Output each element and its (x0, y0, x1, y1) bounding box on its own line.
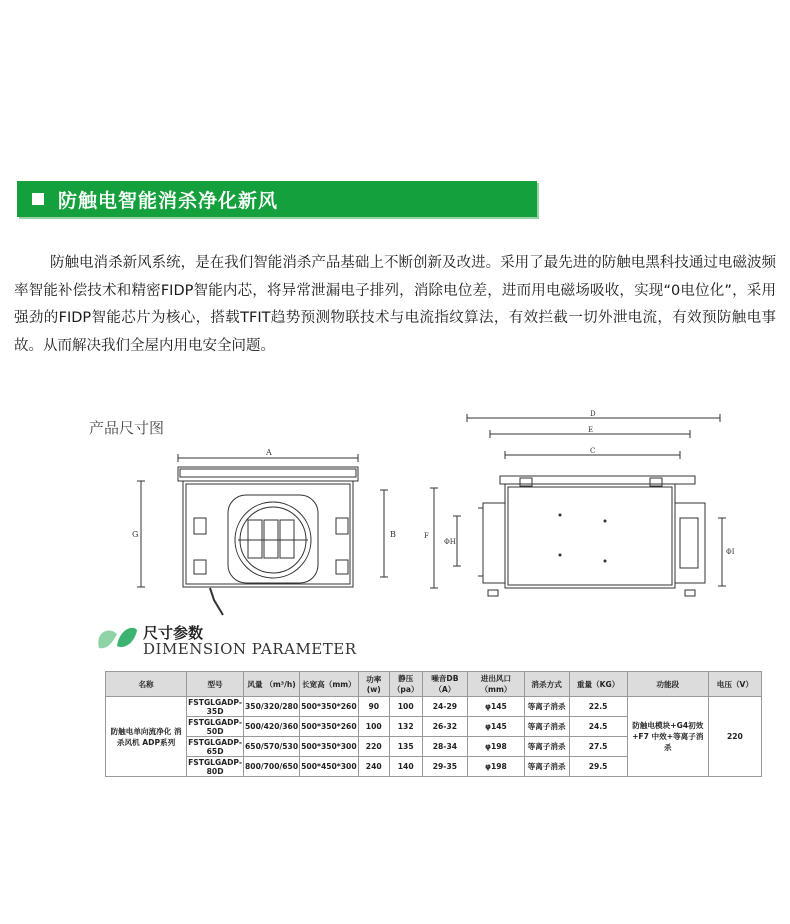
port-cell: φ145 (468, 697, 525, 717)
dimension-title-en: DIMENSION PARAMETER (143, 640, 357, 658)
airflow-cell: 800/700/650 (244, 757, 300, 777)
header-airflow: 风量 （m³/h) (244, 672, 300, 697)
dim-label-e: E (588, 426, 594, 434)
dim-label-d: D (590, 410, 596, 418)
banner-square-icon (32, 193, 44, 205)
weight-cell: 27.5 (569, 737, 627, 757)
front-view-drawing (128, 440, 400, 620)
weight-cell: 22.5 (569, 697, 627, 717)
section-title: 防触电智能消杀净化新风 (58, 189, 279, 212)
pressure-cell: 140 (389, 757, 422, 777)
header-name: 名称 (106, 672, 187, 697)
function-cell: 防触电模块+G4初效+F7 中效+等离子消杀 (627, 697, 708, 777)
spec-table (105, 671, 762, 777)
dim-label-g: G (132, 530, 139, 539)
diagram-title: 产品尺寸图 (89, 419, 165, 437)
weight-cell: 24.5 (569, 717, 627, 737)
weight-cell: 29.5 (569, 757, 627, 777)
port-cell: φ198 (468, 757, 525, 777)
airflow-cell: 350/320/280 (244, 697, 300, 717)
dim-label-f: F (424, 532, 429, 540)
port-cell: φ198 (468, 737, 525, 757)
noise-cell: 28-34 (422, 737, 468, 757)
method-cell: 等离子消杀 (524, 697, 569, 717)
side-view-drawing (420, 408, 742, 608)
section-banner (17, 181, 537, 217)
table-row (106, 697, 762, 717)
product-name-cell: 防触电单向流净化 消杀风机 ADP系列 (106, 697, 187, 777)
dim-label-i: ΦI (726, 548, 735, 556)
header-function: 功能段 (627, 672, 708, 697)
method-cell: 等离子消杀 (524, 757, 569, 777)
header-noise: 噪音DB（A） (422, 672, 468, 697)
model-cell: FSTGLGADP-65D (188, 737, 243, 756)
dim-label-a: A (266, 448, 272, 457)
leaf-icon (95, 620, 139, 656)
header-method: 消杀方式 (524, 672, 569, 697)
method-cell: 等离子消杀 (524, 717, 569, 737)
size-cell: 500*350*260 (300, 697, 359, 717)
voltage-cell: 220 (708, 697, 761, 777)
header-model: 型号 (187, 672, 244, 697)
model-cell: FSTGLGADP-50D (188, 717, 243, 736)
port-cell: φ145 (468, 717, 525, 737)
noise-cell: 26-32 (422, 717, 468, 737)
pressure-cell: 100 (389, 697, 422, 717)
power-cell: 240 (358, 757, 389, 777)
pressure-cell: 132 (389, 717, 422, 737)
header-power: 功率(w) (358, 672, 389, 697)
size-cell: 500*350*300 (300, 737, 359, 757)
header-port: 进出风口 （mm） (468, 672, 525, 697)
noise-cell: 29-35 (422, 757, 468, 777)
header-weight: 重量（KG） (569, 672, 627, 697)
header-size: 长宽高（mm） (300, 672, 359, 697)
airflow-cell: 650/570/530 (244, 737, 300, 757)
dim-label-b: B (390, 530, 396, 539)
model-cell: FSTGLGADP-80D (188, 757, 243, 776)
header-voltage: 电压（V） (708, 672, 761, 697)
table-header-row (106, 672, 762, 697)
dim-label-c: C (590, 447, 596, 455)
size-cell: 500*450*300 (300, 757, 359, 777)
header-pressure: 静压（pa） (389, 672, 422, 697)
dimension-title-zh: 尺寸参数 (143, 624, 204, 642)
power-cell: 90 (358, 697, 389, 717)
pressure-cell: 135 (389, 737, 422, 757)
power-cell: 100 (358, 717, 389, 737)
noise-cell: 24-29 (422, 697, 468, 717)
power-cell: 220 (358, 737, 389, 757)
size-cell: 500*350*260 (300, 717, 359, 737)
model-cell: FSTGLGADP-35D (188, 697, 243, 716)
method-cell: 等离子消杀 (524, 737, 569, 757)
airflow-cell: 500/420/360 (244, 717, 300, 737)
intro-paragraph: 防触电消杀新风系统，是在我们智能消杀产品基础上不断创新及改进。采用了最先进的防触电黑科技通过电磁波频率智能补偿技术和精密FIDP智能内芯，将异常泄漏电子排列，消除电位差，进而用电磁场吸收，实现“0电位化”，采用强劲的FIDP智能芯片为核心，搭载TFIT趋势预测物联技术与电流指纹算法，有效拦截一切外泄电流，有效预防触电事故。从而解决我们全屋内用电安全问题。 (14, 255, 776, 354)
dim-label-h: ΦH (444, 538, 456, 546)
